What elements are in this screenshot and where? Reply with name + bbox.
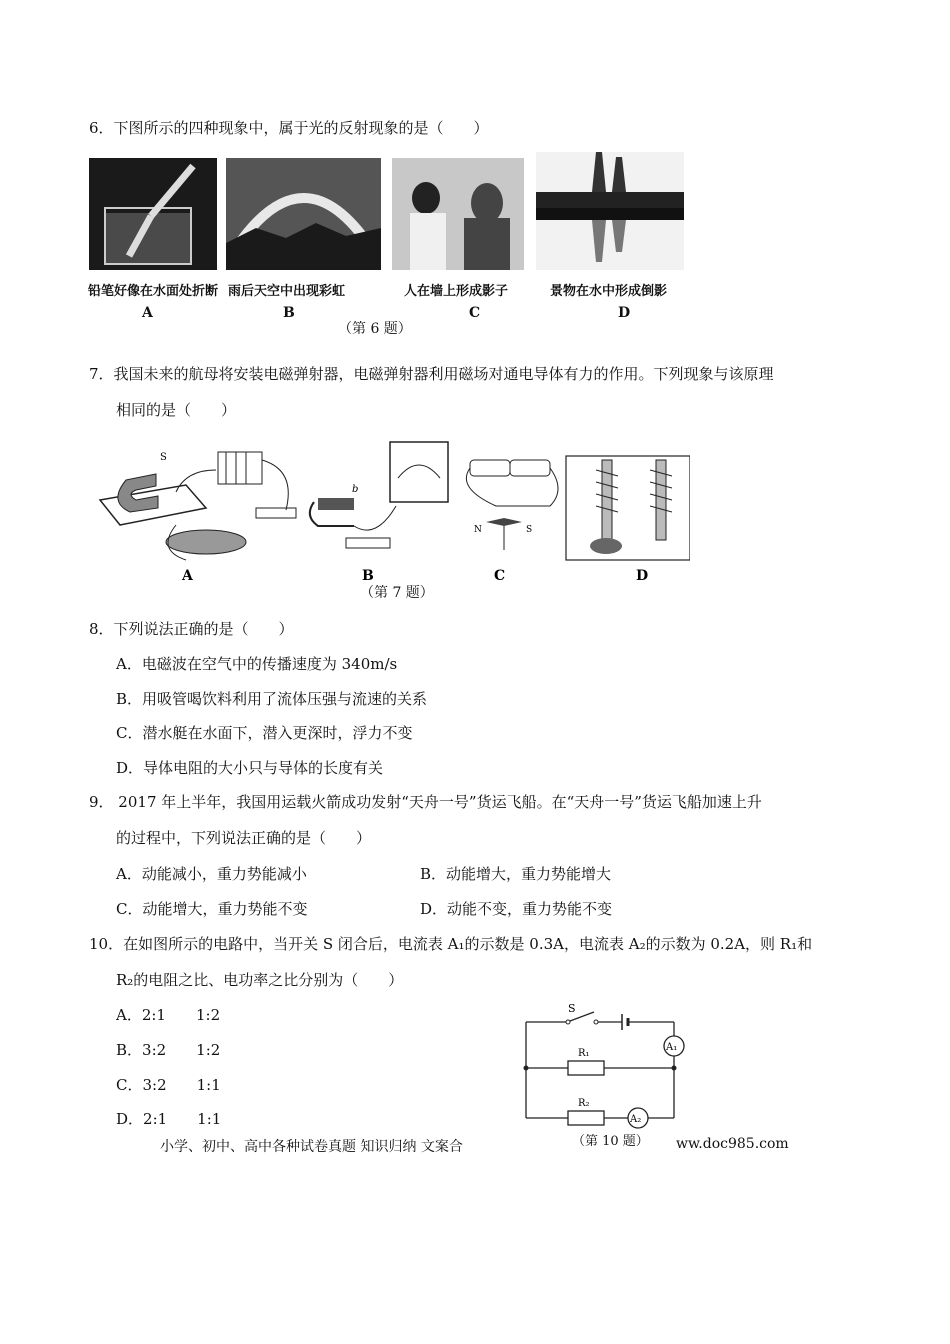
q9-option-c: C．动能增大，重力势能不变 [116,900,308,918]
rainbow-illustration [226,158,381,270]
q7-label-b: b [352,484,359,495]
q7-stem-line1: 7．我国未来的航母将安装电磁弹射器，电磁弹射器利用磁场对通电导体有力的作用。下列现象与该原理 [89,365,774,383]
q6-figure-caption: （第 6 题） [338,321,412,337]
q7-letter-a: A [182,568,193,584]
q7-letter-d: D [636,568,649,584]
q6-caption-b: 雨后天空中出现彩虹 [228,284,346,299]
q6-figure-a-photo [89,158,217,270]
q6-letter-d: D [618,305,631,321]
q9-option-d: D．动能不变，重力势能不变 [420,900,613,918]
footer-website-link[interactable]: ww.doc985.com [676,1136,789,1152]
electromagnetism-apparatus-illustration [96,430,690,600]
q10-stem-line2: R₂的电阻之比、电功率之比分别为（ ） [116,971,404,989]
q9-option-a: A．动能减小，重力势能减小 [116,865,307,883]
q7-figure-caption: （第 7 题） [360,585,434,601]
pencil-in-water-illustration [89,158,217,270]
q8-option-a: A．电磁波在空气中的传播速度为 340m/s [116,655,398,673]
reflection-illustration [536,152,684,270]
q10-label-a1: A₁ [666,1042,678,1053]
q10-stem-line1: 10．在如图所示的电路中，当开关 S 闭合后，电流表 A₁的示数是 0.3A，电流表 A₂的示数为 0.2A，则 R₁和 [89,935,813,953]
q6-figure-c-photo [392,158,524,270]
q7-label-s: S [160,452,167,463]
q10-label-r1: R₁ [578,1048,590,1059]
shadow-on-wall-illustration [392,158,524,270]
q6-caption-a: 铅笔好像在水面处折断 [88,284,219,299]
q10-option-d: D．2:1 1:1 [116,1110,222,1128]
q6-letter-c: C [469,305,481,321]
q7-label-s2: S [526,525,533,535]
q8-stem: 8．下列说法正确的是（ ） [89,620,294,638]
q6-caption-c: 人在墙上形成影子 [404,284,509,299]
q7-stem-line2: 相同的是（ ） [116,401,237,419]
q7-letter-b: B [362,568,374,584]
circuit-diagram-illustration [516,1000,696,1130]
q6-figure-d-photo [536,152,684,270]
q9-stem-line2: 的过程中，下列说法正确的是（ ） [116,829,372,847]
q10-figure-caption: （第 10 题） [572,1134,649,1149]
q7-label-n: N [474,525,482,535]
q10-label-a2: A₂ [630,1114,642,1125]
q10-label-r2: R₂ [578,1098,590,1109]
q6-letter-a: A [142,305,153,321]
q7-letter-c: C [494,568,506,584]
footer-left-text: 小学、初中、高中各种试卷真题 知识归纳 文案合 [160,1139,463,1155]
q8-option-d: D．导体电阻的大小只与导体的长度有关 [116,759,384,777]
q8-option-b: B．用吸管喝饮料利用了流体压强与流速的关系 [116,690,428,708]
q7-figure [96,430,690,600]
q10-option-b: B．3:2 1:2 [116,1041,221,1059]
q10-option-a: A．2:1 1:2 [116,1006,221,1024]
q8-option-c: C．潜水艇在水面下，潜入更深时，浮力不变 [116,724,413,742]
q10-label-switch: S [568,1002,576,1015]
q6-caption-d: 景物在水中形成倒影 [550,284,668,299]
q6-stem: 6．下图所示的四种现象中，属于光的反射现象的是（ ） [89,119,489,137]
q10-circuit-figure [516,1000,696,1130]
q9-option-b: B．动能增大，重力势能增大 [420,865,612,883]
q9-stem-line1: 9． 2017 年上半年，我国用运载火箭成功发射“天舟一号”货运飞船。在“天舟一号”货运飞船加速上升 [89,793,762,811]
q10-option-c: C．3:2 1:1 [116,1076,221,1094]
q6-figure-b-photo [226,158,381,270]
q6-letter-b: B [283,305,295,321]
